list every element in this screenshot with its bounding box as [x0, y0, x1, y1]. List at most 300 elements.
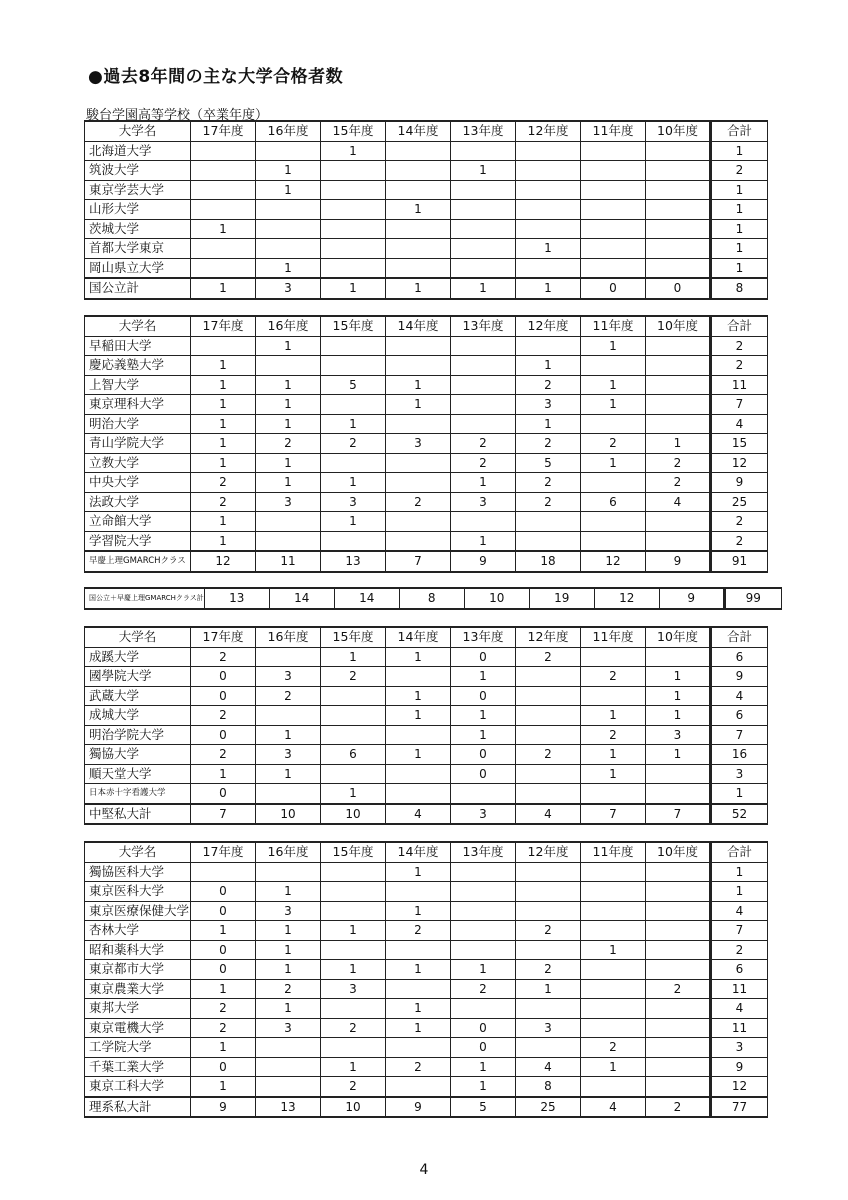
count-cell: 1: [321, 960, 386, 980]
total-count-cell: 4: [516, 804, 581, 825]
total-count-cell: 12: [191, 551, 256, 572]
count-cell: [451, 882, 516, 902]
count-cell: [386, 336, 451, 356]
row-total-cell: 6: [711, 647, 768, 667]
row-total-cell: 4: [711, 999, 768, 1019]
count-cell: [451, 999, 516, 1019]
column-header: 12年度: [516, 627, 581, 647]
column-header: 10年度: [646, 316, 711, 336]
row-total-cell: 7: [711, 921, 768, 941]
count-cell: 1: [451, 473, 516, 493]
count-cell: 2: [191, 647, 256, 667]
row-total-cell: 4: [711, 686, 768, 706]
total-count-cell: 4: [386, 804, 451, 825]
count-cell: 3: [256, 667, 321, 687]
count-cell: 2: [386, 1057, 451, 1077]
table-row: [85, 1018, 768, 1038]
total-count-cell: 18: [516, 551, 581, 572]
count-cell: 0: [191, 686, 256, 706]
total-count-cell: 9: [646, 551, 711, 572]
count-cell: 1: [191, 1038, 256, 1058]
university-name: 成城大学: [85, 706, 191, 726]
count-cell: [516, 219, 581, 239]
table-row: [85, 239, 768, 259]
table-row: [85, 492, 768, 512]
column-header: 13年度: [451, 316, 516, 336]
count-cell: 1: [256, 336, 321, 356]
university-name: 成蹊大学: [85, 647, 191, 667]
university-name: 國學院大学: [85, 667, 191, 687]
count-cell: [256, 200, 321, 220]
count-cell: [451, 141, 516, 161]
count-cell: [256, 1038, 321, 1058]
count-cell: [516, 784, 581, 804]
count-cell: [581, 161, 646, 181]
table-row: [85, 473, 768, 493]
count-cell: [451, 940, 516, 960]
row-total-cell: 2: [711, 356, 768, 376]
count-cell: 2: [581, 725, 646, 745]
count-cell: [581, 882, 646, 902]
page-title: ●過去8年間の主な大学合格者数: [88, 67, 344, 87]
count-cell: [646, 921, 711, 941]
private-top-universities-table: [84, 315, 768, 573]
column-header: 11年度: [581, 121, 646, 141]
column-header: 10年度: [646, 842, 711, 862]
total-count-cell: 10: [321, 804, 386, 825]
count-cell: 1: [256, 414, 321, 434]
row-total-cell: 6: [711, 960, 768, 980]
total-count-cell: 0: [646, 278, 711, 299]
university-name: 武蔵大学: [85, 686, 191, 706]
count-cell: [646, 395, 711, 415]
count-cell: [646, 336, 711, 356]
count-cell: [646, 940, 711, 960]
column-header: 15年度: [321, 627, 386, 647]
count-cell: 2: [516, 745, 581, 765]
count-cell: [581, 784, 646, 804]
count-cell: [516, 200, 581, 220]
column-header: 大学名: [85, 627, 191, 647]
count-cell: 1: [256, 375, 321, 395]
row-total-cell: 7: [711, 725, 768, 745]
row-total-cell: 1: [711, 239, 768, 259]
count-cell: 3: [386, 434, 451, 454]
row-total-cell: 11: [711, 375, 768, 395]
count-cell: [516, 999, 581, 1019]
row-total-cell: 1: [711, 180, 768, 200]
count-cell: [451, 901, 516, 921]
total-count-cell: 5: [451, 1097, 516, 1118]
count-cell: 3: [321, 979, 386, 999]
column-header: 合計: [711, 121, 768, 141]
count-cell: [516, 686, 581, 706]
count-cell: [321, 219, 386, 239]
count-cell: 2: [516, 434, 581, 454]
count-cell: [646, 882, 711, 902]
table-row: [85, 1038, 768, 1058]
count-cell: 1: [581, 940, 646, 960]
total-count-cell: 0: [581, 278, 646, 299]
row-total-cell: 16: [711, 745, 768, 765]
count-cell: 2: [646, 473, 711, 493]
count-cell: 1: [256, 180, 321, 200]
row-total-cell: 3: [711, 1038, 768, 1058]
table-row: [85, 375, 768, 395]
count-cell: [451, 239, 516, 259]
count-cell: 1: [386, 200, 451, 220]
count-cell: [581, 901, 646, 921]
count-cell: [386, 512, 451, 532]
count-cell: 1: [581, 336, 646, 356]
count-cell: [321, 706, 386, 726]
count-cell: 2: [581, 667, 646, 687]
total-row: [85, 804, 768, 825]
count-cell: [581, 219, 646, 239]
total-count-cell: 9: [191, 1097, 256, 1118]
row-total-cell: 2: [711, 161, 768, 181]
total-count-cell: 1: [516, 278, 581, 299]
count-cell: 3: [516, 395, 581, 415]
count-cell: [646, 531, 711, 551]
column-header: 15年度: [321, 842, 386, 862]
count-cell: [646, 764, 711, 784]
count-cell: [516, 531, 581, 551]
count-cell: [386, 453, 451, 473]
count-cell: [516, 667, 581, 687]
row-total-cell: 11: [711, 979, 768, 999]
university-name: 日本赤十字看護大学: [85, 784, 191, 804]
grand-total-cell: 77: [711, 1097, 768, 1118]
count-cell: [321, 200, 386, 220]
table-row: [85, 512, 768, 532]
row-total-cell: 1: [711, 258, 768, 278]
count-cell: 1: [256, 161, 321, 181]
count-cell: [581, 473, 646, 493]
total-count-cell: 7: [581, 804, 646, 825]
table-row: [85, 200, 768, 220]
count-cell: [191, 336, 256, 356]
count-cell: 1: [451, 1057, 516, 1077]
university-name: 工学院大学: [85, 1038, 191, 1058]
count-cell: [581, 414, 646, 434]
university-name: 法政大学: [85, 492, 191, 512]
count-cell: 1: [386, 375, 451, 395]
university-name: 獨協大学: [85, 745, 191, 765]
column-header: 16年度: [256, 121, 321, 141]
mid-private-universities-table: [84, 626, 768, 825]
table-row: [85, 219, 768, 239]
count-cell: 2: [451, 453, 516, 473]
count-cell: [581, 647, 646, 667]
column-header: 17年度: [191, 316, 256, 336]
count-cell: 1: [191, 414, 256, 434]
count-cell: [646, 375, 711, 395]
count-cell: [256, 1077, 321, 1097]
column-header: 14年度: [386, 121, 451, 141]
count-cell: 2: [646, 979, 711, 999]
count-cell: [256, 219, 321, 239]
header-row: [85, 627, 768, 647]
column-header: 17年度: [191, 627, 256, 647]
count-cell: 2: [581, 1038, 646, 1058]
university-name: 山形大学: [85, 200, 191, 220]
total-count-cell: 1: [321, 278, 386, 299]
count-cell: [386, 979, 451, 999]
count-cell: [191, 180, 256, 200]
table-row: [85, 531, 768, 551]
total-count-cell: 3: [451, 804, 516, 825]
count-cell: 1: [451, 1077, 516, 1097]
row-total-cell: 12: [711, 453, 768, 473]
total-count-cell: 9: [386, 1097, 451, 1118]
total-row: [85, 278, 768, 299]
university-name: 明治学院大学: [85, 725, 191, 745]
total-count-cell: 25: [516, 1097, 581, 1118]
count-cell: [386, 1077, 451, 1097]
row-total-cell: 4: [711, 414, 768, 434]
count-cell: 1: [451, 960, 516, 980]
column-header: 12年度: [516, 316, 581, 336]
count-cell: [451, 336, 516, 356]
total-count-cell: 7: [646, 804, 711, 825]
count-cell: 0: [191, 667, 256, 687]
count-cell: 1: [256, 395, 321, 415]
count-cell: [646, 161, 711, 181]
university-name: 北海道大学: [85, 141, 191, 161]
count-cell: [646, 901, 711, 921]
total-label: 中堅私大計: [85, 804, 191, 825]
count-cell: 1: [386, 647, 451, 667]
count-cell: [646, 141, 711, 161]
count-cell: 1: [256, 453, 321, 473]
total-count-cell: 19: [529, 588, 594, 609]
table-row: [85, 921, 768, 941]
count-cell: [646, 1057, 711, 1077]
count-cell: 1: [451, 161, 516, 181]
count-cell: [581, 1077, 646, 1097]
total-count-cell: 4: [581, 1097, 646, 1118]
row-total-cell: 9: [711, 1057, 768, 1077]
count-cell: 1: [386, 686, 451, 706]
count-cell: 1: [386, 1018, 451, 1038]
row-total-cell: 15: [711, 434, 768, 454]
count-cell: 2: [386, 492, 451, 512]
count-cell: [321, 531, 386, 551]
university-name: 中央大学: [85, 473, 191, 493]
count-cell: 1: [581, 745, 646, 765]
row-total-cell: 1: [711, 862, 768, 882]
count-cell: 3: [516, 1018, 581, 1038]
count-cell: 2: [451, 434, 516, 454]
total-row: [85, 551, 768, 572]
count-cell: 2: [516, 647, 581, 667]
count-cell: [581, 862, 646, 882]
university-name: 東京電機大学: [85, 1018, 191, 1038]
count-cell: [581, 531, 646, 551]
university-name: 立教大学: [85, 453, 191, 473]
total-count-cell: 12: [594, 588, 659, 609]
count-cell: 1: [256, 921, 321, 941]
total-count-cell: 10: [321, 1097, 386, 1118]
university-name: 昭和薬科大学: [85, 940, 191, 960]
count-cell: 1: [191, 979, 256, 999]
count-cell: [581, 999, 646, 1019]
count-cell: [191, 258, 256, 278]
count-cell: [386, 356, 451, 376]
column-header: 合計: [711, 316, 768, 336]
count-cell: [451, 219, 516, 239]
count-cell: 1: [581, 395, 646, 415]
university-name: 獨協医科大学: [85, 862, 191, 882]
count-cell: [451, 862, 516, 882]
column-header: 大学名: [85, 842, 191, 862]
count-cell: 0: [191, 784, 256, 804]
count-cell: 2: [321, 1018, 386, 1038]
count-cell: [256, 239, 321, 259]
count-cell: [646, 219, 711, 239]
university-name: 学習院大学: [85, 531, 191, 551]
total-count-cell: 1: [191, 278, 256, 299]
total-count-cell: 9: [659, 588, 724, 609]
row-total-cell: 1: [711, 141, 768, 161]
column-header: 10年度: [646, 121, 711, 141]
count-cell: 1: [646, 434, 711, 454]
count-cell: 4: [516, 1057, 581, 1077]
table-row: [85, 453, 768, 473]
count-cell: [646, 239, 711, 259]
table-row: [85, 784, 768, 804]
count-cell: 1: [321, 921, 386, 941]
count-cell: [321, 862, 386, 882]
count-cell: 0: [451, 764, 516, 784]
university-name: 杏林大学: [85, 921, 191, 941]
count-cell: 3: [256, 745, 321, 765]
university-name: 青山学院大学: [85, 434, 191, 454]
row-total-cell: 9: [711, 473, 768, 493]
count-cell: [646, 258, 711, 278]
count-cell: [516, 336, 581, 356]
count-cell: 1: [256, 764, 321, 784]
table-row: [85, 667, 768, 687]
column-header: 合計: [711, 842, 768, 862]
university-name: 東京都市大学: [85, 960, 191, 980]
count-cell: 2: [191, 745, 256, 765]
university-name: 東邦大学: [85, 999, 191, 1019]
table-row: [85, 141, 768, 161]
count-cell: 2: [191, 492, 256, 512]
row-total-cell: 2: [711, 531, 768, 551]
count-cell: 1: [191, 434, 256, 454]
count-cell: 0: [191, 901, 256, 921]
count-cell: [386, 239, 451, 259]
count-cell: [451, 180, 516, 200]
count-cell: [321, 258, 386, 278]
table-row: [85, 901, 768, 921]
count-cell: [386, 531, 451, 551]
count-cell: 2: [646, 453, 711, 473]
grand-total-cell: 99: [724, 588, 781, 609]
count-cell: [256, 512, 321, 532]
count-cell: 2: [321, 1077, 386, 1097]
table-row: [85, 180, 768, 200]
count-cell: 2: [516, 921, 581, 941]
total-count-cell: 13: [256, 1097, 321, 1118]
count-cell: 3: [451, 492, 516, 512]
column-header: 16年度: [256, 627, 321, 647]
count-cell: [451, 200, 516, 220]
total-count-cell: 7: [386, 551, 451, 572]
count-cell: [646, 862, 711, 882]
count-cell: 1: [646, 745, 711, 765]
count-cell: [646, 1038, 711, 1058]
count-cell: 0: [451, 1018, 516, 1038]
count-cell: 1: [581, 375, 646, 395]
count-cell: [516, 512, 581, 532]
count-cell: [191, 200, 256, 220]
count-cell: 1: [516, 979, 581, 999]
count-cell: 3: [256, 492, 321, 512]
count-cell: 3: [256, 901, 321, 921]
table-row: [85, 979, 768, 999]
count-cell: [646, 200, 711, 220]
count-cell: [321, 901, 386, 921]
total-count-cell: 3: [256, 278, 321, 299]
total-label: 早慶上理GMARCHクラス: [85, 551, 191, 572]
university-name: 東京学芸大学: [85, 180, 191, 200]
count-cell: [516, 1038, 581, 1058]
university-name: 東京農業大学: [85, 979, 191, 999]
count-cell: [321, 161, 386, 181]
count-cell: 2: [256, 686, 321, 706]
count-cell: 2: [581, 434, 646, 454]
count-cell: [321, 686, 386, 706]
count-cell: [646, 784, 711, 804]
count-cell: 8: [516, 1077, 581, 1097]
count-cell: [386, 784, 451, 804]
count-cell: [256, 531, 321, 551]
column-header: 11年度: [581, 627, 646, 647]
total-count-cell: 14: [334, 588, 399, 609]
count-cell: 1: [451, 725, 516, 745]
count-cell: [646, 647, 711, 667]
count-cell: [191, 141, 256, 161]
table-row: [85, 862, 768, 882]
university-name: 順天堂大学: [85, 764, 191, 784]
count-cell: 2: [451, 979, 516, 999]
row-total-cell: 1: [711, 219, 768, 239]
count-cell: 1: [516, 414, 581, 434]
grand-total-cell: 52: [711, 804, 768, 825]
total-count-cell: 10: [256, 804, 321, 825]
count-cell: 1: [191, 356, 256, 376]
count-cell: 0: [191, 1057, 256, 1077]
count-cell: [386, 667, 451, 687]
count-cell: [451, 921, 516, 941]
count-cell: [516, 258, 581, 278]
university-name: 明治大学: [85, 414, 191, 434]
count-cell: [516, 180, 581, 200]
count-cell: [321, 999, 386, 1019]
count-cell: 0: [191, 725, 256, 745]
column-header: 大学名: [85, 121, 191, 141]
total-count-cell: 14: [269, 588, 334, 609]
count-cell: [451, 375, 516, 395]
count-cell: [581, 960, 646, 980]
count-cell: 3: [321, 492, 386, 512]
count-cell: 1: [191, 512, 256, 532]
count-cell: 1: [256, 725, 321, 745]
